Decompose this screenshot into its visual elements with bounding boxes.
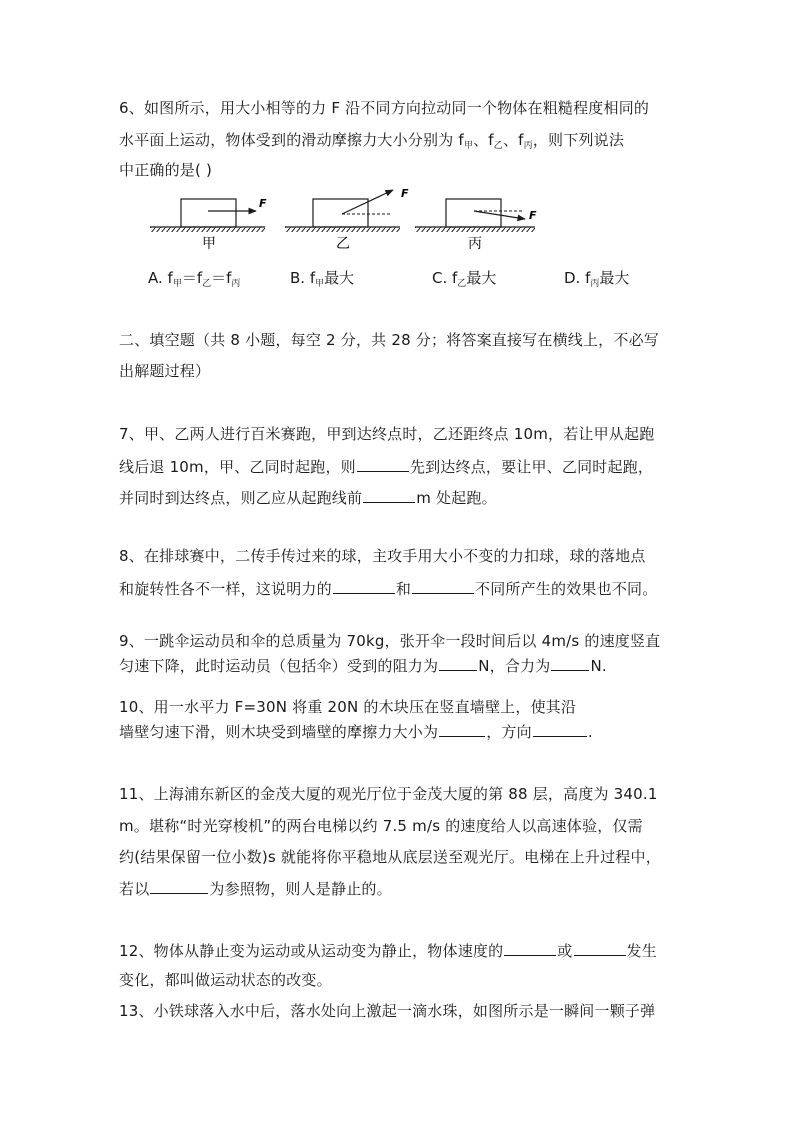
- q10-line-1: 10、用一水平力 F=30N 将重 20N 的木块压在竖直墙壁上，使其沿: [119, 698, 577, 716]
- option-c-sub: 乙: [457, 279, 467, 289]
- option-a-prefix: A. f: [148, 269, 173, 287]
- block-yi: [313, 199, 368, 227]
- q10-line-2-mid: ，方向: [486, 723, 532, 741]
- option-d-sub: 丙: [590, 279, 600, 289]
- q12-line-1-end: 发生: [626, 942, 657, 960]
- option-a-mid-2: ＝f: [211, 269, 232, 287]
- option-c-prefix: C. f: [432, 269, 458, 287]
- q8-line-2-mid: 和: [395, 580, 412, 598]
- q6-line-3: 中正确的是( ): [119, 161, 213, 179]
- hatch-bing: [415, 227, 535, 232]
- q7-line-1: 7、甲、乙两人进行百米赛跑，甲到达终点时，乙还距终点 10m，若让甲从起跑: [119, 425, 655, 443]
- q13-line-1: 13、小铁球落入水中后，落水处向上激起一滴水珠，如图所示是一瞬间一颗子弹: [119, 1002, 656, 1020]
- q7-line-2: [119, 456, 653, 477]
- figure-label-bing: 丙: [468, 236, 482, 252]
- q7-blank-2[interactable]: [363, 487, 415, 503]
- option-b[interactable]: [290, 268, 354, 291]
- subscript-yi: 乙: [493, 141, 503, 151]
- q7-line-3-start: 并同时到达终点，则乙应从起跑线前: [119, 489, 363, 507]
- q11-line-4-end: 为参照物，则人是静止的。: [209, 880, 392, 898]
- q11-line-2: m。堪称“时光穿梭机”的两台电梯以约 7.5 m/s 的速度给人以高速体验，仅需: [119, 817, 643, 835]
- option-a[interactable]: [148, 268, 240, 291]
- q12-blank-1[interactable]: [504, 940, 556, 956]
- force-arrow-bing: [474, 211, 525, 219]
- q10-line-2-end: .: [587, 723, 593, 741]
- q7-line-3-end: m 处起跑。: [416, 489, 497, 507]
- q12-blank-2[interactable]: [574, 940, 626, 956]
- q12-line-1-start: 12、物体从静止变为运动或从运动变为静止，物体速度的: [119, 942, 504, 960]
- q8-blank-1[interactable]: [333, 578, 395, 594]
- q9-blank-1[interactable]: [439, 655, 477, 671]
- q8-line-2-start: 和旋转性各不一样，这说明力的: [119, 580, 332, 598]
- option-d-suffix: 最大: [599, 269, 630, 287]
- q9-line-1: 9、一跳伞运动员和伞的总质量为 70kg，张开伞一段时间后以 4m/s 的速度竖直: [119, 632, 661, 650]
- force-label-yi: F: [401, 187, 409, 200]
- block-jia: [181, 199, 236, 227]
- q12-line-2: 变化，都叫做运动状态的改变。: [119, 971, 332, 989]
- q9-line-2-start: 匀速下降，此时运动员（包括伞）受到的阻力为: [119, 657, 439, 675]
- q10-blank-1[interactable]: [439, 721, 485, 737]
- option-b-sub: 甲: [315, 279, 325, 289]
- q7-line-2-start: 线后退 10m，甲、乙同时起跑，则: [119, 458, 356, 476]
- force-label-jia: F: [259, 197, 267, 210]
- option-d[interactable]: [564, 268, 629, 291]
- q6-sep-2: 、f: [502, 131, 524, 149]
- figure-jia: [150, 197, 267, 252]
- q9-line-2-end: N.: [590, 657, 607, 675]
- q8-line-2-end: 不同所产生的效果也不同。: [475, 580, 658, 598]
- q11-blank-1[interactable]: [150, 878, 208, 894]
- force-label-bing: F: [529, 209, 537, 222]
- section-2-heading-line-2: 出解题过程）: [119, 362, 211, 380]
- q11-line-4: [119, 878, 392, 899]
- figure-yi: [285, 187, 409, 252]
- option-a-sub-2: 乙: [202, 279, 212, 289]
- q10-blank-2[interactable]: [533, 721, 587, 737]
- option-d-prefix: D. f: [564, 269, 591, 287]
- q11-line-4-start: 若以: [119, 880, 150, 898]
- q9-line-2: [119, 655, 607, 676]
- q6-line-2-start: 水平面上运动，物体受到的滑动摩擦力大小分别为 f: [119, 131, 464, 149]
- figure-bing: [415, 199, 537, 252]
- q7-blank-1[interactable]: [357, 456, 409, 472]
- subscript-jia: 甲: [463, 141, 474, 151]
- q6-figure: [0, 0, 794, 260]
- block-bing: [446, 199, 501, 227]
- q8-line-1: 8、在排球赛中，二传手传过来的球，主攻手用大小不变的力扣球，球的落地点: [119, 547, 646, 565]
- q7-line-2-end: 先到达终点，要让甲、乙同时起跑，: [409, 458, 654, 476]
- q6-line-2-end: ，则下列说法: [532, 131, 625, 149]
- option-c[interactable]: [432, 268, 496, 291]
- option-c-suffix: 最大: [466, 269, 497, 287]
- hatch-jia: [150, 227, 265, 232]
- q10-line-2-start: 墙壁匀速下滑，则木块受到墙壁的摩擦力大小为: [119, 723, 439, 741]
- q9-line-2-mid: N，合力为: [478, 657, 551, 675]
- hatch-yi: [285, 227, 400, 232]
- option-a-mid-1: ＝f: [181, 269, 203, 287]
- q6-sep-1: 、f: [473, 131, 494, 149]
- q12-line-1: [119, 940, 657, 961]
- q9-blank-2[interactable]: [551, 655, 589, 671]
- figure-label-jia: 甲: [202, 236, 216, 252]
- section-2-heading-line-1: 二、填空题（共 8 小题，每空 2 分，共 28 分；将答案直接写在横线上，不必写: [119, 331, 659, 349]
- q10-line-2: [119, 721, 593, 742]
- subscript-bing: 丙: [523, 141, 533, 151]
- option-b-suffix: 最大: [324, 269, 355, 287]
- figure-label-yi: 乙: [336, 236, 350, 252]
- q8-blank-2[interactable]: [412, 578, 474, 594]
- q12-line-1-mid: 或: [557, 942, 573, 960]
- option-b-prefix: B. f: [290, 269, 316, 287]
- q7-line-3: [119, 487, 497, 508]
- q11-line-1: 11、上海浦东新区的金茂大厦的观光厅位于金茂大厦的第 88 层，高度为 340.1: [119, 785, 658, 803]
- q11-line-3: 约(结果保留一位小数)s 就能将你平稳地从底层送至观光厅。电梯在上升过程中，: [119, 848, 661, 866]
- q8-line-2: [119, 578, 657, 599]
- q6-line-1: 6、如图所示，用大小相等的力 F 沿不同方向拉动同一个物体在粗糙程度相同的: [119, 99, 650, 117]
- option-a-sub-1: 甲: [172, 279, 182, 289]
- option-a-sub-3: 丙: [231, 279, 241, 289]
